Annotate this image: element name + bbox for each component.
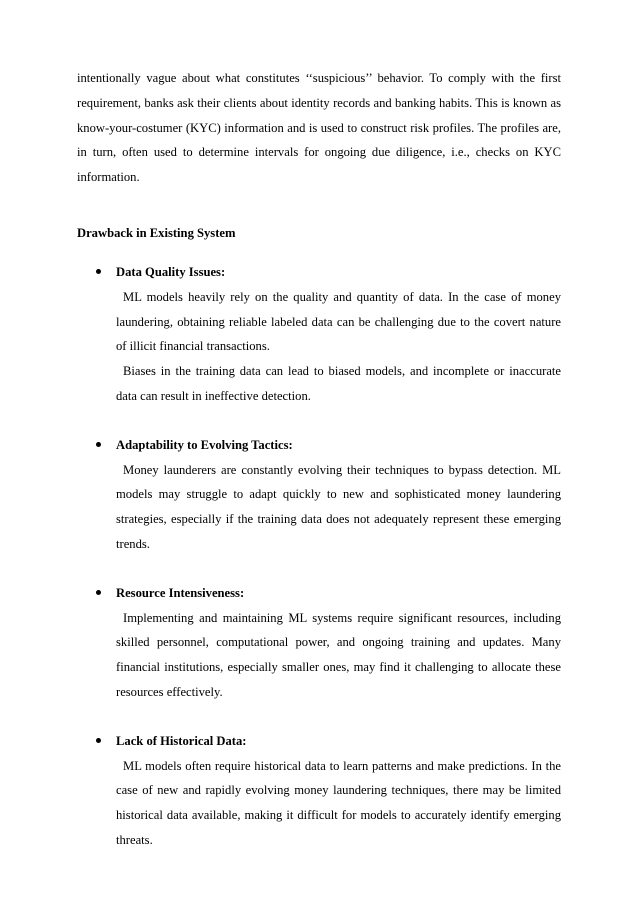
bullet-icon <box>96 269 101 274</box>
bullet-icon <box>96 738 101 743</box>
list-item-data-quality <box>77 260 561 409</box>
item-paragraph: ML models heavily rely on the quality and quantity of data. In the case of money laundering, obtaining reliable labeled data can be challenging due to the covert nature of illicit financial transactions. <box>116 289 561 354</box>
item-title: Data Quality Issues: <box>116 265 226 279</box>
item-paragraph: ML models often require historical data to learn patterns and make predictions. In the case of new and rapidly evolving money laundering techniques, there may be limited historical data available, making it difficult for models to accurately identify emerging threats. <box>116 758 561 847</box>
list-item-resource <box>77 581 561 705</box>
document-page <box>77 66 561 847</box>
list-item-historical-data <box>77 729 561 853</box>
item-paragraph: Money launderers are constantly evolving their techniques to bypass detection. ML models may struggle to adapt quickly to new and sophisticated money laundering strategies, especially if the training data does not adequately represent these emerging trends. <box>116 462 561 551</box>
drawback-list <box>77 260 561 877</box>
bullet-icon <box>96 590 101 595</box>
item-paragraph: Implementing and maintaining ML systems require significant resources, including skilled personnel, computational power, and ongoing training and updates. Many financial institutions, especially smaller ones, may find it challenging to allocate these resources effectively. <box>116 610 561 699</box>
item-title: Resource Intensiveness: <box>116 585 245 600</box>
intro-paragraph: intentionally vague about what constitutes ‘‘suspicious’’ behavior. To comply with the first requirement, banks ask their clients about identity records and banking habits. This is known as know-your-costumer (KYC) information and is used to construct risk profiles. The profiles are, in turn, often used to determine intervals for ongoing due diligence, i.e., checks on KYC information. <box>77 71 561 185</box>
item-paragraph: Biases in the training data can lead to biased models, and incomplete or inaccurate data can result in ineffective detection. <box>116 364 561 403</box>
bullet-icon <box>96 442 101 447</box>
list-item-adaptability <box>77 433 561 557</box>
item-title: Adaptability to Evolving Tactics: <box>116 437 293 452</box>
section-heading: Drawback in Existing System <box>77 226 236 240</box>
item-title: Lack of Historical Data: <box>116 733 247 748</box>
